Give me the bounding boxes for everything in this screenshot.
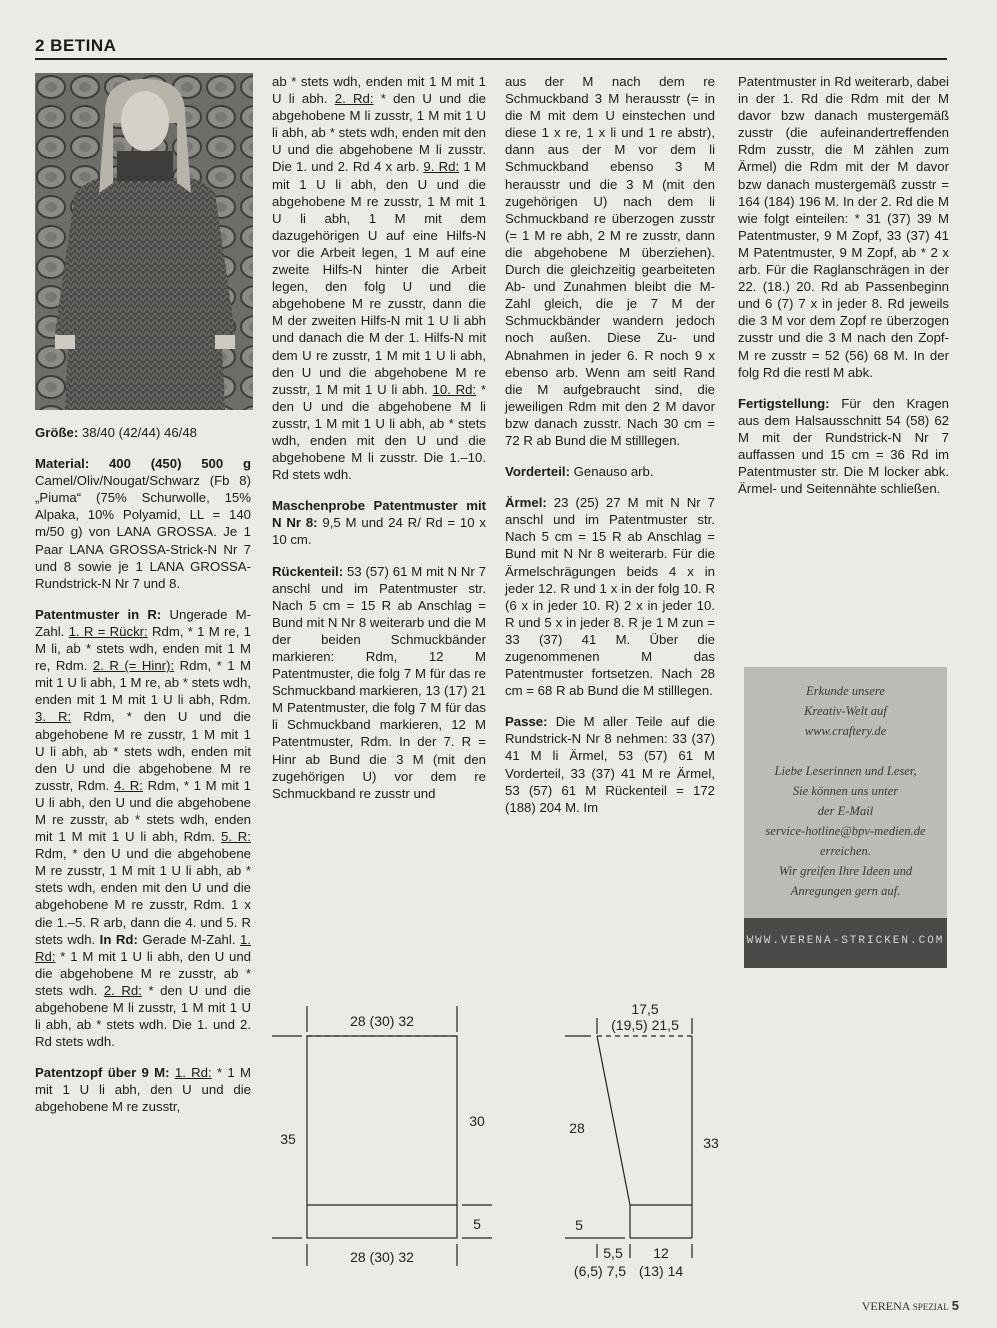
sleeve-schematic-svg [555, 1000, 735, 1285]
text-column-2 [272, 73, 486, 816]
row-label: 4. R: [114, 777, 143, 793]
sleeve-top-width: 17,5 [631, 1001, 659, 1017]
body-top-width: 28 (30) 32 [350, 1013, 414, 1029]
yoke-label: Passe: [505, 714, 548, 730]
rib-pattern-text: Ungerade M-Zahl. [35, 606, 251, 639]
row-label: 5. R: [220, 829, 251, 845]
ad-email-link[interactable]: service-hotline@bpv-medien.de [765, 824, 926, 838]
yoke-text-cont: Patentmuster in Rd weiterarb, dabei in der 1. Rd die Rdm mit der M davor bzw danach mustergemäß zusstr (die aufeinandertreffenden Rdm zusstr, die M zählen zum Ärmel) die Rdm mit der M davor bzw danach mustergemäß zusstr = 164 (184) 196 M. In der 2. Rd die M wie folgt einteilen: * 31 (37) 39 M Patentmuster, 9 M Zopf, 33 (37) 41 M Patentmuster, 9 M Zopf, ab * 2 x arb. Für die Raglanschrägen in der 22. (18.) 20. Rd ab Passenbeginn und 6 (7) 7 x in jeder 8. Rd jeweils die 3 M vor dem Zopf re überzogen zusstr und die 3 M nach den Zopf-M re zusstr = 52 (56) 68 M. In der folg Rd die restl M abk. [738, 74, 949, 380]
material-label: Material: 400 (450) 500 g [35, 456, 251, 472]
sleeve-cuff-width-sizes: (13) 14 [638, 1263, 684, 1279]
rib-pattern-text: * 1 M mit 1 U li abh, den U und die abgehobene M re zusstr, ab * stets wdh. [35, 948, 251, 998]
rib-pattern-label: Patentmuster in R: [35, 606, 162, 622]
sleeve-total-length: 33 [703, 1135, 719, 1151]
ad-line: Kreativ-Welt auf [804, 704, 887, 718]
body-total-length: 35 [280, 1131, 296, 1147]
cable-text: ab * stets wdh, enden mit 1 M mit 1 U li abh. [272, 74, 486, 107]
rib-pattern-text: Rdm, * den U und die abgehobene M re zusstr, 1 M mit 1 U li abh, ab * stets wdh, enden mit den U und die abgehobene M re zusstr, Rdm. [35, 709, 251, 793]
sleeve-offset-sizes: (6,5) 7,5 [573, 1263, 627, 1279]
sleeve-bund-height: 5 [575, 1217, 583, 1233]
sleeve-schematic [555, 1000, 735, 1290]
back-text: 53 (57) 61 M mit N Nr 7 anschl und im Patentmuster str. Nach 5 cm = 15 R ab Anschlag = Bund mit N Nr 8 weiterarb und die M der beiden Schmuckbänder markieren: Rdm, 12 M Patentmuster, die folg 7 M für das re Schmuckband markieren, 13 (17) 21 M Patentmuster, die folg 7 M für das li Schmuckband markieren, 12 M Patentmuster, Rdm. In der 7. R = Hinr ab Bund die 3 M (mit den zugehörigen U) vor dem re Schmuckband re zusstr und [272, 563, 486, 801]
sleeve-cuff-width: 12 [653, 1245, 669, 1261]
magazine-edition: SPEZIAL [912, 1302, 949, 1312]
page-header [35, 36, 947, 60]
row-label: 1. R = Rückr: [68, 623, 148, 639]
text-column-4 [738, 73, 949, 511]
body-bottom-width: 28 (30) 32 [350, 1249, 414, 1265]
text-column-3 [505, 73, 715, 830]
gauge-text: 9,5 M und 24 R/ Rd = 10 x 10 cm. [272, 515, 486, 548]
rib-pattern-text: Rdm, * 1 M mit 1 U li abh, 1 M re, ab * stets wdh, enden mit 1 M mit 1 U li abh, Rdm. [35, 658, 251, 708]
rib-pattern-text: Rdm, * 1 M mit 1 U li abh, den U und die abgehobene M re zusstr, ab * stets wdh, enden mit 1 M mit 1 U li abh, Rdm. [35, 777, 251, 845]
yoke-text: Die M aller Teile auf die Rundstrick-N Nr 8 nehmen: 33 (37) 41 M li Ärmel, 53 (57) 61 M Vorderteil, 33 (37) 41 M re Ärmel, 53 (57) 61 M Rückenteil = 172 (188) 204 M. Im [505, 714, 715, 815]
round-label: 1. Rd: [35, 931, 251, 964]
back-text-cont: aus der M nach dem re Schmuckband 3 M herausstr (= in die M mit dem U einstechen und diese 1 x re, 1 x li und 1 re abstr), dann aus der M vor dem li Schmuckband ebenso 3 M herausstr und die 3 M (mit den zugehörigen U) nach dem li Schmuckband re überzogen zusstr (= 1 M re abh, 2 M re zusstr, dann die abgehobene M überziehen). Durch die gleichzeitig gearbeiteten Ab- und Zunahmen bleibt die M-Zahl gleich, die je 7 M der Schmuckbänder wandern jedoch noch außen. Diese Zu- und Abnahmen in jeder 6. R noch 9 x ebenso arb. Wenn am seitl Rand die M aufgebraucht sind, die jeweiligen Rdm mit den 2 M davor bzw danach zusstr. Nach 30 cm = 72 R ab Bund die M stilllegen. [505, 74, 715, 448]
ad-url[interactable]: WWW.VERENA-STRICKEN.COM [746, 935, 945, 947]
body-length: 30 [469, 1113, 485, 1129]
ad-line: Anregungen gern auf. [790, 884, 901, 898]
ad-line: der E-Mail [817, 804, 874, 818]
gauge-label: Maschenprobe Patentmuster mit N Nr 8: [272, 498, 486, 531]
body-bund-height: 5 [473, 1216, 481, 1232]
magazine-name: VERENA [861, 1299, 910, 1313]
ad-line: Sie können uns unter [792, 784, 899, 798]
model-photo [35, 73, 253, 410]
sweater-photo-illustration [35, 73, 253, 410]
body-schematic [270, 1000, 500, 1275]
ad-line: Wir greifen Ihre Ideen und [778, 864, 913, 878]
page-number: 5 [951, 1298, 959, 1313]
size-label: Größe: [35, 425, 79, 440]
rib-pattern-text: Rdm, * den U und die abgehobene M re zusstr, 1 M mit 1 U li abh, ab * stets wdh, enden mit den U und die abgehobene M re zusstr, Rdm. 1 x die 1.–5. R arb, dann die 4. und 5. R stets wdh. [35, 846, 251, 947]
cable-text: 1 M mit 1 U li abh, den U und die abgehobene M re zusstr, 1 M mit 1 U li abh, 1 M mit dem dazugehörigen U auf eine Hilfs-N vor die Arbeit legen, 1 M auf eine zweite Hilfs-N hinter die Arbeit legen, den folg U und die abgehobene M re zusstr, dann die M der zweiten Hilfs-N mit 1 U li abh und danach die M der 1. Hilfs-N mit dem U re zusstr, 1 M mit 1 U li abh, den U und die abgehobene M re zusstr, 1 M mit 1 U li abh. [272, 159, 486, 397]
rib-pattern-text: * den U und die abgehobene M li zusstr, 1 M mit 1 U li abh, ab * stets wdh. Die 1. und 2. Rd stets wdh. [35, 982, 251, 1050]
back-label: Rückenteil: [272, 563, 344, 579]
round-label: 2. Rd: [103, 982, 142, 998]
cable-text: * den U und die abgehobene M li zusstr, 1 M mit 1 U li abh, ab * stets wdh, enden mit den U und die abgehobene M li zusstr. Die 1.–10. Rd stets wdh. [272, 381, 487, 483]
row-label: 2. R (= Hinr): [92, 658, 175, 674]
body-schematic-svg [270, 1000, 500, 1270]
ad-link[interactable]: www.craftery.de [804, 724, 887, 738]
sleeve-text: 23 (25) 27 M mit N Nr 7 anschl und im Patentmuster str. Nach 5 cm = 15 R ab Anschlag = Bund mit N Nr 8 weiterarb. Für die Ärmelschrägungen beids 4 x in jeder 12. R und 1 x in der folg 10. R (6 x in jeder 10. R) 2 x in jeder 10. R und 5 x in jeder 8. R je 1 M zun = 33 (37) 41 M. Über die zugenommenen M das Patentmuster fortsetzen. Nach 28 cm = 68 R ab Bund die M stilllegen. [505, 495, 715, 699]
round-label: 1. Rd: [174, 1065, 212, 1081]
advertisement-box [744, 667, 947, 968]
front-text: Genauso arb. [569, 464, 654, 480]
rib-pattern-text: Rdm, * 1 M re, 1 M li, ab * stets wdh, enden mit 1 M re, Rdm. [35, 623, 251, 674]
finishing-text: Für den Kragen aus dem Halsausschnitt 54 (58) 62 M mit der Rundstrick-N Nr 7 auffassen und 15 cm = 36 Rd im Patentmuster str. Die M locker abk. Ärmel- und Seitennähte schließen. [738, 395, 949, 497]
rib-pattern-text: Gerade M-Zahl. [137, 931, 240, 947]
text-column-1 [35, 424, 251, 1130]
sleeve-slope-length: 28 [569, 1120, 585, 1136]
ad-line: Liebe Leserinnen und Leser, [774, 764, 917, 778]
ad-line: erreichen. [820, 844, 871, 858]
sleeve-top-width-sizes: (19,5) 21,5 [611, 1017, 679, 1033]
sleeve-label: Ärmel: [505, 495, 547, 511]
size-text: 38/40 (42/44) 46/48 [78, 425, 198, 440]
cable-text: * 1 M mit 1 U li abh, den U und die abgehobene M re zusstr, [35, 1065, 251, 1115]
front-label: Vorderteil: [505, 464, 570, 480]
body-outline [307, 1036, 457, 1238]
round-label: 2. Rd: [334, 91, 374, 107]
page-footer [862, 1298, 959, 1314]
ad-text [744, 681, 947, 901]
row-label: 3. R: [35, 709, 72, 725]
cable-label: Patentzopf über 9 M: [35, 1065, 170, 1081]
round-label: 9. Rd: [423, 159, 460, 175]
finishing-label: Fertigstellung: [738, 395, 830, 411]
rounds-label: In Rd: [99, 931, 138, 947]
material-text: Camel/Oliv/Nougat/Schwarz (Fb 8) „Piuma“ (75% Schurwolle, 15% Alpaka, 10% Polyamid, LL = 140 m/50 g) von LANA GROSSA. Je 1 Paar LANA GROSSA-Strick-N Nr 7 und 8 sowie je 1 LANA GROSSA-Rundstrick-N Nr 7 und 8. [35, 473, 251, 591]
cable-text: * den U und die abgehobene M li zusstr, 1 M mit 1 U li abh, ab * stets wdh, enden mit den U und die abgehobene M li zusstr. Die 1. und 2. Rd 4 x arb. [272, 91, 486, 175]
ad-line [744, 741, 947, 761]
ad-line: Erkunde unsere [806, 684, 885, 698]
sleeve-offset: 5,5 [603, 1245, 623, 1261]
sleeve-slope [597, 1036, 630, 1205]
ad-url-band [744, 918, 947, 968]
round-label: 10. Rd: [432, 381, 477, 397]
pattern-title: 2 BETINA [35, 36, 117, 55]
